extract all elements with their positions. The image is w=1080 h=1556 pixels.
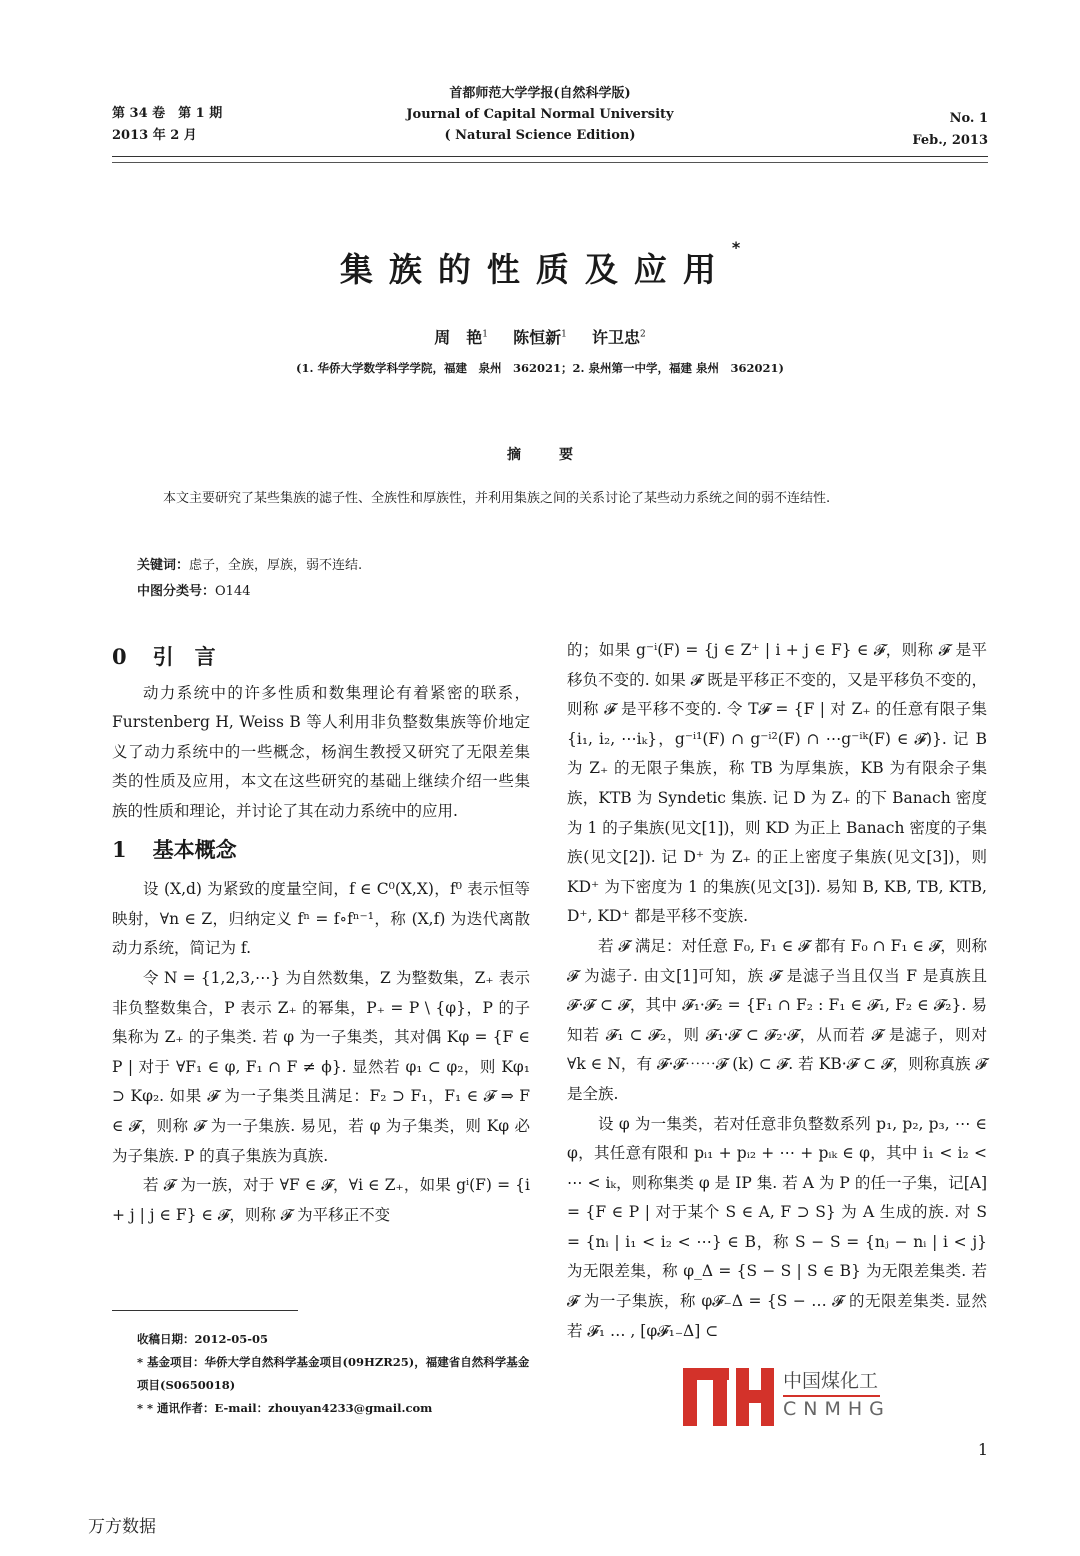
author: 周 艳$^1$: [434, 328, 489, 347]
right-column: [567, 636, 987, 1346]
publish-date-cn: 2013 年 2 月: [112, 128, 197, 143]
keywords-label: 关键词：: [137, 558, 190, 573]
classification-label: 中图分类号：: [137, 584, 216, 599]
journal-issue-info: [912, 108, 988, 152]
author: 许卫忠$^2$: [591, 328, 646, 347]
publish-date-en: Feb., 2013: [912, 133, 988, 148]
keywords-line: [137, 553, 362, 579]
paper-title: [0, 238, 1080, 291]
left-column: [112, 642, 530, 1230]
source-label: 万方数据: [88, 1517, 156, 1537]
body-paragraph: 设 φ 为一集类，若对任意非负整数系列 p₁, p₂, p₃, ⋯ ∈ φ，其任意有限和 pᵢ₁ + pᵢ₂ + ⋯ + pᵢₖ ∈ φ，其中 i₁ < i₂ < ⋯ < iₖ，则称集类 φ 是 IP 集. 若 A 为 P 的任一子集，记[A] = {F ∈ P | 对于某个 S ∈ A, F ⊃ S} 为 A 生成的族. 对 S = {nᵢ | i₁ < i₂ < ⋯} ∈ B，称 S − S = {nⱼ − nᵢ | i < j} 为无限差集，称 φ_Δ = {S − S | S ∈ B} 为无限差集类. 若 𝓕 为一子集族，称 φ𝓕₋Δ = {S − … 𝓕 的无限差集类. 显然若 𝓕₁ … , [φ𝓕₁₋Δ] ⊂: [567, 1114, 987, 1340]
journal-name-en: Journal of Capital Normal University: [406, 107, 674, 122]
issue-number-en: No. 1: [949, 111, 988, 126]
watermark-text-cn: 中国煤化工: [783, 1368, 880, 1397]
abstract-text: 本文主要研究了某些集族的滤子性、全族性和厚族性，并利用集族之间的关系讨论了某些动力系统之间的弱不连结性.: [163, 491, 831, 506]
author: 陈恒新$^1$: [513, 328, 567, 347]
footnotes: [112, 1328, 532, 1420]
body-paragraph: 令 N = {1,2,3,⋯} 为自然数集，Z 为整数集，Z₊ 表示非负整数集合，P 表示 Z₊ 的幂集，P₊ = P \ {φ}，P 的子集称为 Z₊ 的子集类. 若 φ 为一子集类，其对偶 Kφ = {F ∈ P | 对于 ∀F₁ ∈ φ, F₁ ∩ F ≠ ϕ}. 显然若 φ₁ ⊂ φ₂，则 Kφ₁ ⊃ Kφ₂. 如果 𝓕 为一子集类且满足：F₂ ⊃ F₁，F₁ ∈ 𝓕 ⇒ F ∈ 𝓕，则称 𝓕 为一子集族. 易见，若 φ 为子集类，则 Kφ 必为子集族. P 的真子集族为真族.: [112, 968, 530, 1165]
header-rule: [112, 156, 988, 163]
mh-logo-icon: [683, 1368, 774, 1426]
journal-edition-en: ( Natural Science Edition): [444, 128, 636, 143]
paper-title-text: 集族的性质及应用: [339, 250, 732, 289]
intro-paragraph: 动力系统中的许多性质和数集理论有着紧密的联系，Furstenberg H, Weiss B 等人利用非负整数集族等价地定义了动力系统中的一些概念，杨润生教授又研究了无限差集类的性质及应用，本文在这些研究的基础上继续介绍一些集族的性质和理论，并讨论了其在动力系统中的应用.: [112, 683, 530, 820]
body-paragraph: 若 𝓕 为一族，对于 ∀F ∈ 𝓕，∀i ∈ Z₊，如果 gⁱ(F) = {i + j | j ∈ F} ∈ 𝓕，则称 𝓕 为平移正不变: [112, 1176, 530, 1224]
contact-note: * * 通讯作者：E-mail：zhouyan4233@gmail.com: [137, 1401, 433, 1415]
watermark-text-en: CNMHG: [783, 1398, 891, 1420]
volume-issue: 第 34 卷 第 1 期: [112, 106, 223, 121]
journal-name-cn: 首都师范大学学报(自然科学版): [449, 86, 631, 101]
abstract-heading: 摘要: [507, 447, 611, 463]
received-date: 收稿日期：2012-05-05: [137, 1332, 269, 1346]
body-paragraph: 设 (X,d) 为紧致的度量空间，f ∈ C⁰(X,X)，f⁰ 表示恒等映射，∀n ∈ Z，归纳定义 fⁿ = f∘fⁿ⁻¹，称 (X,f) 为迭代离散动力系统，简记为 f.: [112, 880, 530, 958]
title-footnote-mark: *: [731, 238, 741, 257]
affiliations: (1. 华侨大学数学科学学院，福建 泉州 362021；2. 泉州第一中学，福建 泉州 362021): [296, 361, 784, 375]
section-heading-0: 0 引 言: [112, 644, 216, 669]
fund-note: * 基金项目：华侨大学自然科学基金项目(09HZR25)，福建省自然科学基金项目(S0650018): [137, 1355, 530, 1392]
keywords-value: 虑子，全族，厚族，弱不连结.: [189, 558, 363, 573]
body-paragraph: 的；如果 g⁻ⁱ(F) = {j ∈ Z⁺ | i + j ∈ F} ∈ 𝓕，则称 𝓕 是平移负不变的. 如果 𝓕 既是平移正不变的，又是平移负不变的，则称 𝓕 是平移不变的. 令 T𝓕 = {F | 对 Z₊ 的任意有限子集 {i₁, i₂, ⋯iₖ}，g⁻ⁱ¹(F) ∩ g⁻ⁱ²(F) ∩ ⋯g⁻ⁱᵏ(F) ∈ 𝓕)}. 记 B 为 Z₊ 的无限子集族，称 TB 为厚集族，KB 为有限余子集族，KTB 为 Syndetic 集族. 记 D 为 Z₊ 的下 Banach 密度为 1 的子集族(见文[1])，则 KD 为正上 Banach 密度的子集族(见文[2]). 记 D⁺ 为 Z₊ 的正上密度子集族(见文[3])，则 KD⁺ 为下密度为 1 的集族(见文[3]). 易知 B, KB, TB, KTB, D⁺, KD⁺ 都是平移不变族.: [567, 641, 987, 926]
classification-line: [137, 579, 362, 605]
footnote-rule: [112, 1310, 298, 1311]
page-number: 1: [977, 1440, 988, 1459]
author-list: [0, 325, 1080, 348]
section-heading-1: 1 基本概念: [112, 836, 237, 862]
watermark-logo: [683, 1368, 983, 1426]
body-paragraph: 若 𝓕 满足：对任意 F₀, F₁ ∈ 𝓕 都有 F₀ ∩ F₁ ∈ 𝓕，则称 𝓕 为滤子. 由文[1]可知，族 𝓕 是滤子当且仅当 F 是真族且 𝓕·𝓕 ⊂ 𝓕，其中 𝓕₁·𝓕₂ = {F₁ ∩ F₂ : F₁ ∈ 𝓕₁, F₂ ∈ 𝓕₂}. 易知若 𝓕₁ ⊂ 𝓕₂，则 𝓕₁·𝓕 ⊂ 𝓕₂·𝓕，从而若 𝓕 是滤子，则对 ∀k ∈ N，有 𝓕·𝓕⋯⋯𝓕 (k) ⊂ 𝓕. 若 KB·𝓕 ⊂ 𝓕，则称真族 𝓕 是全族.: [567, 936, 987, 1103]
classification-value: O144: [215, 584, 251, 599]
keywords-block: [137, 553, 362, 605]
